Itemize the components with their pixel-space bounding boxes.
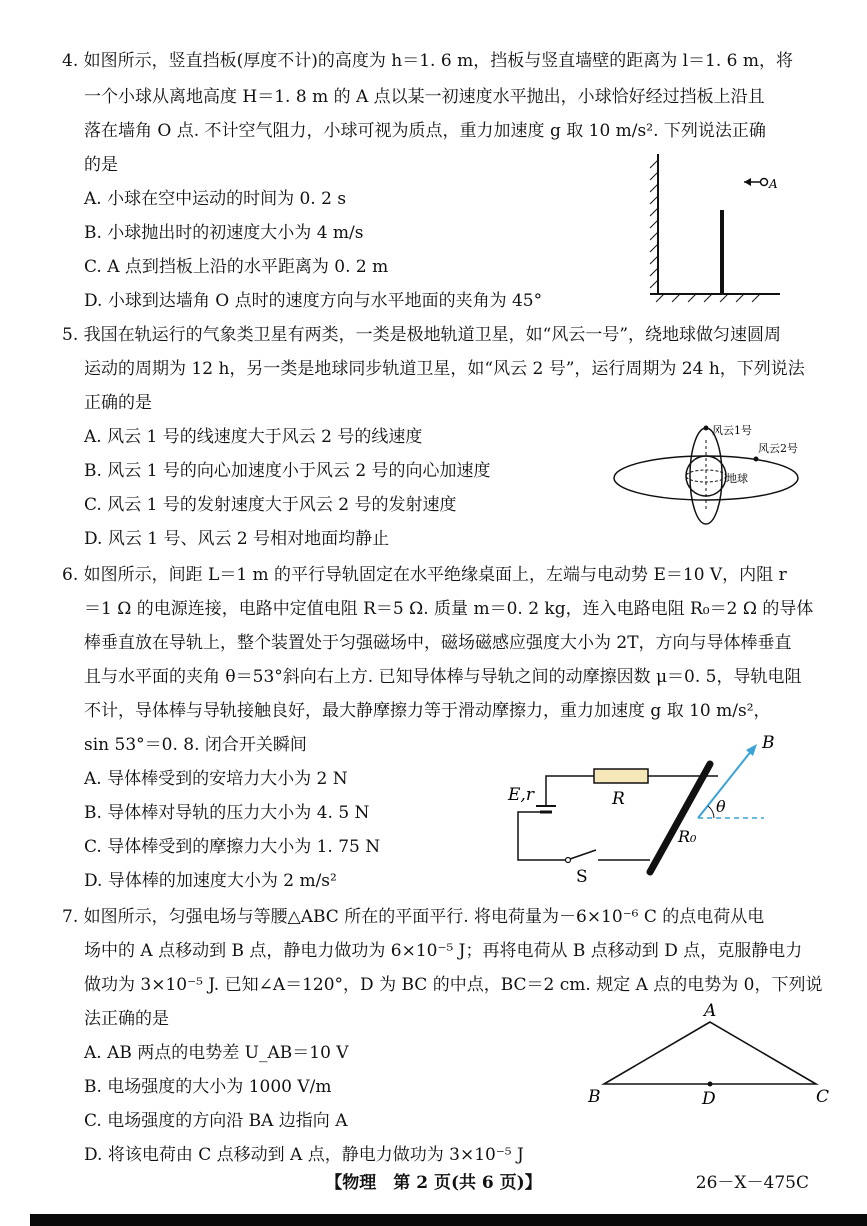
q5-satellite-2 [754, 457, 759, 462]
page-bottom-bar [30, 1214, 867, 1226]
q7-option-a: A. AB 两点的电势差 U_AB＝10 V [84, 1043, 349, 1063]
q6-label-angle: θ [716, 797, 726, 816]
q7-stem-line-1: 7. 如图所示，匀强电场与等腰△ABC 所在的平面平行. 将电荷量为－6×10⁻⁶ C 的点电荷从电 [62, 907, 765, 927]
q7-stem-line-4: 法正确的是 [84, 1009, 169, 1029]
q7-stem-line-3: 做功为 3×10⁻⁵ J. 已知∠A＝120°，D 为 BC 的中点，BC＝2 cm. 规定 A 点的电势为 0，下列说 [84, 975, 823, 995]
q6-switch [570, 850, 596, 859]
q7-option-c: C. 电场强度的方向沿 BA 边指向 A [84, 1111, 348, 1131]
q4-stem-line-3: 落在墙角 O 点. 不计空气阻力，小球可视为质点，重力加速度 g 取 10 m/s². 下列说法正确 [84, 121, 766, 141]
q7-figure [580, 1000, 840, 1110]
q5-satellite-1 [704, 426, 709, 431]
q4-option-a: A. 小球在空中运动的时间为 0. 2 s [84, 189, 347, 209]
q7-label-b: B [588, 1087, 601, 1107]
q7-triangle [604, 1022, 816, 1084]
q4-stem-line-1: 4. 如图所示，竖直挡板(厚度不计)的高度为 h＝1. 6 m，挡板与竖直墙壁的距离为 l＝1. 6 m，将 [62, 51, 794, 71]
q6-stem-line-4: 且与水平面的夹角 θ＝53°斜向右上方. 已知导体棒与导轨之间的动摩擦因数 μ＝0. 5，导轨电阻 [84, 667, 802, 687]
q7-label-c: C [816, 1087, 830, 1107]
q6-label-switch: S [576, 867, 588, 887]
q4-barrier [720, 210, 724, 294]
q5-stem-line-3: 正确的是 [84, 393, 152, 413]
q4-option-c: C. A 点到挡板上沿的水平距离为 0. 2 m [84, 257, 389, 277]
q7-label-a: A [704, 1001, 717, 1021]
q4-option-d: D. 小球到达墙角 O 点时的速度方向与水平地面的夹角为 45° [84, 291, 543, 311]
q5-option-d: D. 风云 1 号、风云 2 号相对地面均静止 [84, 529, 390, 549]
q5-label-satellite-1: 风云1号 [712, 424, 752, 437]
q5-option-c: C. 风云 1 号的发射速度大于风云 2 号的发射速度 [84, 495, 457, 515]
page-footer-title: 【物理 第 2 页(共 6 页)】 [325, 1173, 542, 1193]
q6-stem-line-2: ＝1 Ω 的电源连接，电路中定值电阻 R＝5 Ω. 质量 m＝0. 2 kg，连入电路电阻 R₀＝2 Ω 的导体 [84, 599, 814, 619]
q7-option-d: D. 将该电荷由 C 点移动到 A 点，静电力做功为 3×10⁻⁵ J [84, 1145, 524, 1165]
q4-label-a: A [769, 177, 778, 191]
q6-option-d: D. 导体棒的加速度大小为 2 m/s² [84, 871, 337, 891]
q4-ball [761, 179, 768, 186]
q5-stem-line-2: 运动的周期为 12 h，另一类是地球同步轨道卫星，如“风云 2 号”，运行周期为 24 h，下列说法 [84, 359, 805, 379]
q6-option-a: A. 导体棒受到的安培力大小为 2 N [84, 769, 348, 789]
q6-label-resistor: R [612, 789, 625, 809]
q4-figure [640, 148, 780, 308]
q4-option-b: B. 小球抛出时的初速度大小为 4 m/s [84, 223, 364, 243]
q6-label-rod: R₀ [678, 827, 697, 846]
q7-stem-line-2: 场中的 A 点移动到 B 点，静电力做功为 6×10⁻⁵ J；再将电荷从 B 点移动到 D 点，克服静电力 [84, 941, 803, 961]
q7-option-b: B. 电场强度的大小为 1000 V/m [84, 1077, 332, 1097]
q4-stem-line-2: 一个小球从离地高度 H＝1. 8 m 的 A 点以某一初速度水平抛出，小球恰好经过挡板上沿且 [84, 87, 765, 107]
q7-point-d [708, 1082, 713, 1087]
q6-option-b: B. 导体棒对导轨的压力大小为 4. 5 N [84, 803, 370, 823]
q6-label-source: E,r [508, 785, 534, 805]
q6-stem-line-6: sin 53°＝0. 8. 闭合开关瞬间 [84, 735, 307, 755]
q5-option-a: A. 风云 1 号的线速度大于风云 2 号的线速度 [84, 427, 423, 447]
q5-label-earth: 地球 [726, 472, 748, 485]
q6-stem-line-5: 不计，导体棒与导轨接触良好，最大静摩擦力等于滑动摩擦力，重力加速度 g 取 10 m/s²， [84, 701, 771, 721]
q6-label-field: B [762, 733, 775, 753]
q6-figure [500, 733, 800, 887]
q6-stem-line-1: 6. 如图所示，间距 L＝1 m 的平行导轨固定在水平绝缘桌面上，左端与电动势 E＝10 V，内阻 r [62, 565, 787, 585]
q7-label-d: D [702, 1089, 716, 1109]
q6-option-c: C. 导体棒受到的摩擦力大小为 1. 75 N [84, 837, 381, 857]
q6-resistor [594, 769, 648, 783]
q5-label-satellite-2: 风云2号 [758, 442, 798, 455]
q6-stem-line-3: 棒垂直放在导轨上，整个装置处于匀强磁场中，磁场磁感应强度大小为 2T，方向与导体棒垂直 [84, 633, 792, 653]
q5-figure [612, 420, 812, 532]
q5-stem-line-1: 5. 我国在轨运行的气象类卫星有两类，一类是极地轨道卫星，如“风云一号”，绕地球做匀速圆周 [62, 325, 782, 345]
q5-option-b: B. 风云 1 号的向心加速度小于风云 2 号的向心加速度 [84, 461, 491, 481]
page-footer-code: 26－X－475C [695, 1173, 809, 1193]
q4-stem-line-4: 的是 [84, 155, 118, 175]
